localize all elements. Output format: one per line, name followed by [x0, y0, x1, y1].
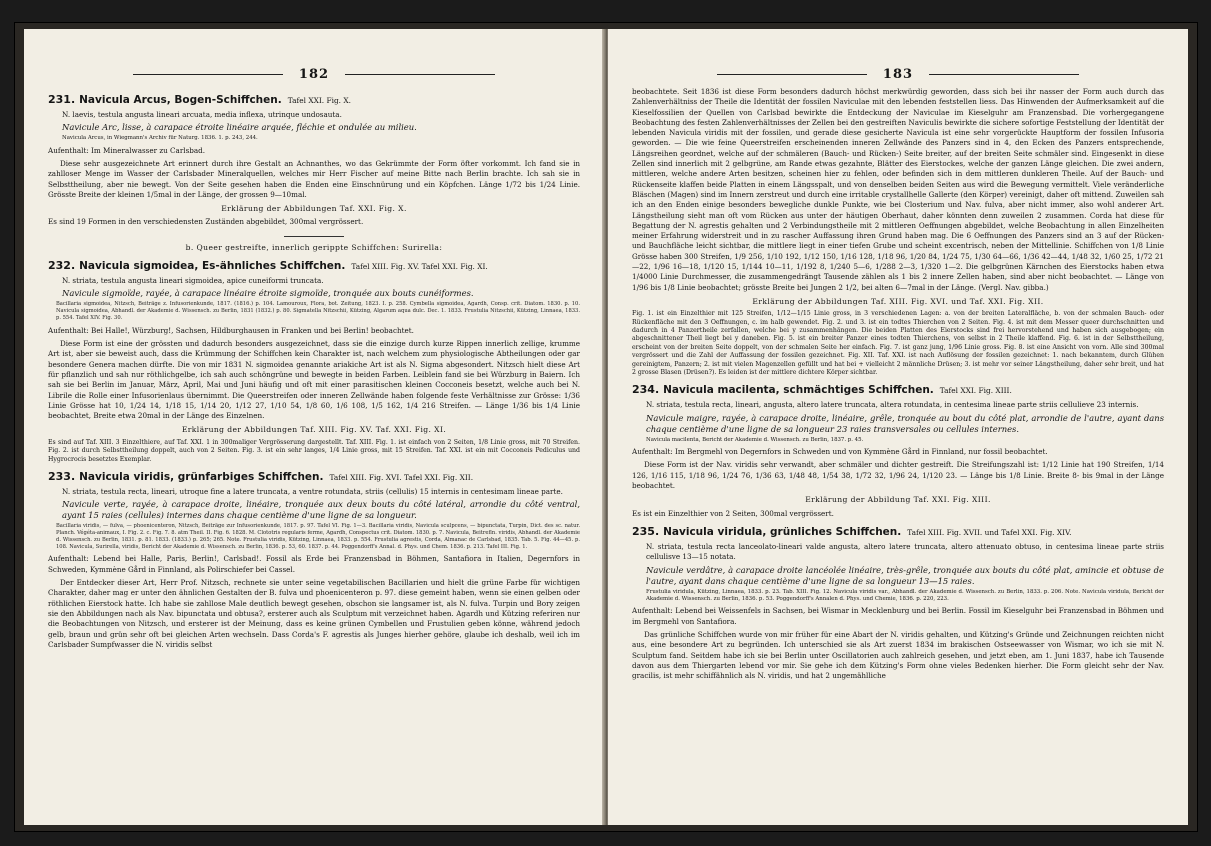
figure-caption-heading: b. Queer gestreifte, innerlich gerippte Schiffchen: Surirella:: [185, 242, 443, 252]
left-page: [24, 29, 604, 825]
species-name: Navicula viridula, grünliches Schiffchen.: [663, 525, 902, 538]
citation: Navicula macilenta, Bericht der Akademie d. Wissensch. zu Berlin, 1837. p. 45.: [646, 436, 864, 443]
paragraph: Es ist ein Einzelthier von 2 Seiten, 300mal vergrössert.: [632, 508, 834, 518]
paragraph: Der Entdecker dieser Art, Herr Prof. Nitzsch, rechnete sie unter seine vegetabilischen Bacillarien und hielt die grüne Farbe für wichtigen Charakter, daher mag er unter den ähnlichen Gestalten der B. fulva und phoenicenteron p. 97. diese gemeint haben, wenn sie einen gelben oder röthlichen Eierstock hatte. Ich habe sie zahllose Male deutlich bewegt gesehen, obschon sie langsamer ist, als N. fulva. Turpin und Bory zeigen sie den Abbildungen nach als Nav. bipunctata und obtusa?, ersterer auch als Sculptum mit verzeichnet haben. Agardh und Kützing referiren nur die Beobachtungen von Nitzsch, und ersterer ist der Meinung, dass es keine grünen Cymbellen und Frustulien geben könne, während jedoch gelb, braun und grün sehr oft bei gleichen Arten wechseln. Dass Corda's F. agrestis als Junges hierher gehöre, glaube ich deshalb, weil ich im Carlsbader Sumpfwasser die N. viridis selbst: [48, 578, 580, 649]
species-number: 235.: [632, 524, 660, 538]
paragraph: Aufenthalt: Im Mineralwasser zu Carlsbad.: [48, 145, 206, 155]
paragraph: Es sind auf Taf. XIII. 3 Einzelthiere, auf Taf. XXI. 1 in 300maliger Vergrösserung dargestellt. Taf. XIII. Fig. 1. ist einfach von 2 Seiten, 1/8 Linie gross, mit 70 Streifen. Fig. 2. ist durch Selbsttheilung doppelt, auch von 2 Seiten. Fig. 3. ist ein sehr langes, 1/4 Linie gross, mit 15 Streifen. Taf. XXI. ist ein mit Cocconeis Pediculus und Hygrocrocis besetztes Exemplar.: [48, 438, 580, 463]
paragraph: Diese Form ist der Nav. viridis sehr verwandt, aber schmäler und dichter gestreift. Die Streifungszahl ist: 1/12 Linie hat 190 Streifen, 1/14 126, 1/16 115, 1/18 96, 1/24 76, 1/36 63, 1/48 48, 1/54 38, 1/72 32, 1/96 24, 1/120 23. — Länge bis 1/8 Linie. Breite 8- bis 9mal in der Länge beobachtet.: [632, 460, 1164, 491]
species-number: 231.: [48, 93, 76, 106]
species-name: Navicula viridis, grünfarbiges Schiffchen.: [79, 470, 324, 483]
paragraph: Diese Form ist eine der grössten und dadurch besonders ausgezeichnet, dass sie die einzige durch kurze Rippen innerlich zellige, krumme Art ist, aber sie beweist auch, dass die Krümmung der Schiffchen kein Charakter ist, nach welchem zum physiologische Abtheilungen oder gar besondere Genera machen dürfte. Die von mir 1831 N. sigmoidea genannte ariakiche Art ist als N. Sigma abgesondert. Nitzsch hielt diese Art für pflanzlich und sah nur röthlichgelbe, ich sah auch schöngrüne und bewegte in beiden Farben. Leiblein fand sie bei Würzburg in Baiern. Ich sah sie bei Berlin im Januar, März, April, Mai und Juni häufig und oft mit einer parasitischen kleinen Cocconeis besetzt, welche auch bei N. Librile die Rolle einer Infusorienlaus übernimmt. Die Queerstreifen oder inneren Zellwände haben folgende feste Verhältnisse zur Grösse: 1/36 Linie Grösse hat 10, 1/24 14, 1/18 15, 1/14 20, 1/12 27, 1/10 54, 1/8 60, 1/6 108, 1/5 162, 1/4 216 Streifen. — Länge 1/36 bis 1/4 Linie beobachtet, Breite etwa 20mal in der Länge des Einzelnen.: [48, 339, 580, 421]
species-name: Navicula sigmoidea, Es-ähnliches Schiffchen.: [79, 260, 346, 273]
species-heading: [48, 470, 580, 485]
section-divider: [284, 236, 344, 237]
right-page: [608, 29, 1188, 825]
french-diagnosis: Navicule verte, rayée, à carapace droite, linéaire, tronquée aux deux bouts du côté latéral, arrondie du côté ventral, ayant 15 raies (cellules) internes dans chaque centième d'une ligne de sa longueur.: [62, 499, 580, 521]
paragraph: Aufenthalt: Im Bergmehl von Degernfors in Schweden und von Kymmène Gård in Finnland, nur fossil beobachtet.: [632, 447, 1048, 457]
right-page-text: [632, 87, 1164, 815]
species-name: Navicula macilenta, schmächtiges Schiffchen.: [663, 384, 934, 397]
latin-diagnosis: N. striata, testula recta lanceolato-lineari valde angusta, altero latere truncata, altero attenuato obtuso, in centesima lineae parte striis cellulisve 13—15 notata.: [646, 541, 1164, 562]
book-spread: [14, 22, 1198, 832]
plate-reference: Tafel XIII. Fig. XVII. und Tafel XXI. Fig. XIV.: [907, 527, 1072, 537]
plate-reference: Tafel XIII. Fig. XV. Tafel XXI. Fig. XI.: [351, 262, 488, 272]
synonymy: Bacillaria sigmoidea, Nitzsch, Beiträge z. Infusorienkunde, 1817. (1816.) p. 104. Lamouroux, Flora, bot. Zeitung, 1823. I. p. 258. Cymbella sigmoidea, Agardh, Consp. crit. Diatom. 1830. p. 10. Navicula sigmoidea, Abhandl. der Akademie d. Wissensch. zu Berlin, 1831 (1832.) p. 80. Sigmatella Nitzschii, Kützing, Algarum aqua dulc. Dec. 1. 1833. Frustulia Nitzschii, Kützing, Linnaea, 1833. p. 554. Tafel XIV. Fig. 30.: [56, 301, 580, 321]
french-diagnosis: Navicule maigre, rayée, à carapace droite, linéaire, grêle, tronquée au bout du côté plat, arrondie de l'autre, ayant dans chaque centième d'une ligne de sa longueur 23 raies transversales ou cellules internes.: [646, 412, 1164, 434]
paragraph: Es sind 19 Formen in den verschiedensten Zuständen abgebildet, 300mal vergrössert.: [48, 217, 364, 227]
paragraph: Das grünliche Schiffchen wurde von mir früher für eine Abart der N. viridis gehalten, und Kützing's Gründe und Zeichnungen reichten nicht aus, eine besondere Art zu begründen. Ich unterschied sie als Art zuerst 1834 im brakischen Ostseewasser von Wismar, wo ich sie mit N. Sculptum fand. Seitdem habe ich sie bei Berlin unter Oscillatorien auch zahlreich gesehen, und jetzt eben, am 1. Juni 1837, habe ich Tausende davon aus dem Thiergarten lebend vor mir. Sie gehe ich dem Kützing's Form ohne vieles Bedenken hierher. Die Form gleicht sehr der Nav. gracilis, ist mehr schiffähnlich als N. viridis, und hat 2 ungemählliche: [632, 629, 1164, 681]
latin-diagnosis: N. laevis, testula angusta lineari arcuata, media inflexa, utrinque undosauta.: [62, 110, 342, 119]
paragraph: beobachtete. Seit 1836 ist diese Form besonders dadurch höchst merkwürdig geworden, dass sich bei ihr nasser der Form auch durch das Zahlenverhältniss der Theile die Identität der fossilen Naviculae mit den lebenden feststellen liess. Das Hinwenden der Aufmerksamkeit auf die Kieselfossilien der Quellen von Carlsbad bewirkte die Entdeckung der Naviculae im Kieselguhr am Franzensbad. Die vorhergegangene Beobachtung des festen Zahlenverhältnisses der Zellen bei den gestreiften Naviculis bewirkte die sichere sofortige Feststellung der Identität der lebenden Navicula viridis mit der fossilen, und gerade diese gesicherte Navicula ist eine sehr vorgerückte Hauptform der fossilen Infusoria geworden. — Die wie feine Queerstreifen erscheinenden inneren Zellwände des Panzers sind in 4, den Ecken des Panzers entsprechende, Längsreihen geordnet, welche auf der schmäleren (Bauch- und Rücken-) Seite breiter, auf der breiten Seite schmäler sind. Eingesenkt in diese Zellen sind innerlich mit 2 gelbgrüne, am Rande etwas gezahnte, Blätter des Eierstockes, welche der ganzen Länge gleichen. Die zwei andern, mittleren, welche andere Arten besitzen, scheinen hier zu fehlen, oder befinden sich in dem mittleren dunkleren Theile. Auf der Bauch- und Rückenseite klaffen beide Platten in einem Längsspalt, und von denselben beiden Seiten aus wird die Bewegung vermittelt. Viele veränderliche Bläschen (Magen) sind im Innern zerstreut und durch eine irritable crystallhelle Gallerte (den Körper) vereinigt, daher oft mittend. Zuweilen sah ich an den Enden einige besonders bewegliche dunkle Punkte, wie bei Closterium und Nav. fulva, aber nicht immer, also wohl anderer Art. Längstheilung sieht man oft vom Rücken aus unter der häutigen Oberhaut, daher könnten denn zuweilen 2 zusammen. Corda hat diese für Begattung der N. agrestis gehalten und 2 Verbindungstheile mit 2 mittleren Oeffnungen abgebildet, welche Beobachtung in allen Einzelheiten meiner Erfahrung widerstreit und in zu rascher Auffassung ihren Grund haben mag. Die 6 Oeffnungen des Panzers sind an 3 auf der Rücken- und Bauchfläche leicht sichtbar, die mittlere liegt in einer tiefen Grube und scheint excentrisch, neben der Mittellinie. Schiffchen von 1/8 Linie Grösse haben 300 Streifen, 1/9 256, 1/10 192, 1/12 150, 1/16 128, 1/18 96, 1/20 84, 1/24 75, 1/30 64—66, 1/36 42—44, 1/48 32, 1/60 25, 1/72 21—22, 1/96 16—18, 1/120 15, 1/144 10—11, 1/192 8, 1/240 5—6, 1/288 2—3, 1/320 1—2. Die gelbgrünen Kärnchen des Eierstocks haben etwa 1/4000 Linie Durchmesser, die zusammengedrängt Tausende zählen als 1 bis 2 innere Zellen haben, sind aber nicht beobachtet. — Länge von 1/96 bis 1/8 Linie beobachtet; grösste Breite bei Jungen 2 1/2, bei alten 6—7mal in der Länge. (Vergl. Nav. gibba.): [632, 87, 1164, 292]
species-number: 232.: [48, 259, 76, 273]
figure-caption-heading: Erklärung der Abbildungen Taf. XIII. Fig. XVI. und Taf. XXI. Fig. XII.: [752, 296, 1044, 306]
species-name: Navicula Arcus, Bogen-Schiffchen.: [79, 94, 282, 106]
plate-reference: Tafel XXI. Fig. XIII.: [939, 386, 1012, 396]
species-heading: [48, 259, 580, 274]
paragraph: Fig. 1. ist ein Einzelthier mit 125 Streifen, 1/12—1/15 Linie gross, in 3 verschiedenen Lagen: a. von der breiten Lateralfläche, b. von der schmalen Bauch- oder Rückenfläche mit den 3 Oeffnungen, c. im halb gewendet. Fig. 2. und 3. ist ein todtes Thierchen von 2 Seiten. Fig. 4. ist mit dem Messer queer durchschnitten und dadurch in 4 Panzertheile zerfallen, welche bei y zusammenhängen. Die beiden Platten des Eierstocks sind frei hervorstehend und haben sich ausgebogen; ein abgeschnittener Theil liegt bei y daneben. Fig. 5. ist ein breiter Panzer eines todten Thierchens, von selbst in 2 Theile klaffend. Fig. 6. ist in der Selbsttheilung, erscheint von der breiten Seite doppelt, von der schmalen Seite her einfach. Fig. 7. ist ganz jung, 1/96 Linie gross. Fig. 8. ist eine Ansicht von vorn. Alle sind 300mal vergrössert und die Zahl der Auffassung der fossilen gezeichnet. Fig. XII. Taf. XXI. ist nach Auflösung der fossilen gezeichnet: 1. nach bekanntem, durch Glühen gereinigtem, Panzern; 2. ist mit vielen Magenzellen gefüllt und hat bei + vielleicht 2 männliche Drüsen; 3. ist mehr vor seiner Längstheilung, daher sehr breit, und hat 2 grosse Blasen (Drüsen?). Es leiden ist der mittlere dichtere Körper sichtbar.: [632, 310, 1164, 377]
species-heading: [632, 525, 1164, 540]
plate-reference: Tafel XXI. Fig. X.: [287, 96, 351, 105]
synonymy: Bacillaria viridis, — fulva, — phoenicenteron, Nitzsch, Beiträge zur Infusorienkunde, 1817. p. 97. Tafel VI. Fig. 1—3. Bacillaria viridis, Navicula sculpcens, — bipunctata, Turpin, Dict. des sc. natur. Planch. Végéta-animaux, I. Fig. 2. c. Fig. 7. 8. atm Theil. II. Fig. 6. 1828. M. Clototris regularis ferme, Agardh, Conspectus crit. Diatom. 1830. p. 7. Navicula, Beitrefln. viridis, Abhandl. der Akademie d. Wissensch. zu Berlin, 1831. p. 81. 1833. (1833.) p. 265; 265. Note. Frustulia viridis, Kützing, Linnaea, 1833. p. 554. Frustulia agrestis, Corda, Almanac de Carlsbad, 1835. Tab. 5. Fig. 44—45. p. 108. Navicula, Surirella, viridis, Bericht der Akademie d. Wissensch. zu Berlin, 1836. p. 53, 60. 1837. p. 44. Poggendorff's Annal. d. Phys. und Chem. 1836. p. 213. Tafel III. Fig. 1.: [56, 523, 580, 550]
figure-caption-heading: Erklärung der Abbildungen Taf. XXI. Fig. X.: [221, 204, 407, 214]
french-diagnosis: Navicule sigmoïde, rayée, à carapace linéaire étroite sigmoïde, tronquée aux bouts cunéiformes.: [62, 288, 474, 299]
citation: Navicula Arcus, in Wiegmann's Archiv für Naturg. 1836. 1. p. 243, 244.: [62, 135, 258, 142]
right-page-number: 183: [608, 67, 1188, 82]
plate-reference: Tafel XIII. Fig. XVI. Tafel XXI. Fig. XII.: [329, 472, 474, 482]
figure-caption-heading: Erklärung der Abbildungen Taf. XIII. Fig. XV. Taf. XXI. Fig. XI.: [181, 425, 447, 435]
citation: Frustulia viridula, Kützing, Linnaea, 1833. p. 23. Tab. XIII. Fig. 12. Navicula viridis var., Abhandl. der Akademie d. Wissensch. zu Berlin, 1833. p. 206. Note. Navicula viridula, Bericht der Akademie d. Wissensch. zu Berlin, 1836. p. 53. Poggendorff's Annalen d. Phys. und Chemie, 1836. p. 220, 223.: [646, 588, 1164, 602]
left-page-text: [48, 87, 580, 815]
paragraph: Aufenthalt: Bei Halle!, Würzburg!, Sachsen, Hildburghausen in Franken und bei Berlin! beobachtet.: [48, 325, 414, 335]
latin-diagnosis: N. striata, testula recta, lineari, utroque fine a latere truncata, a ventre rotundata, striis (cellulis) 15 internis in centesimam lineae parte.: [62, 486, 563, 496]
latin-diagnosis: N. striata, testula angusta lineari sigmoidea, apice cuneiformi truncata.: [62, 276, 324, 286]
latin-diagnosis: N. striata, testula recta, lineari, angusta, altero latere truncata, altera rotundata, in centesima lineae parte striis cellulieve 23 internis.: [646, 400, 1139, 410]
figure-caption-heading: Erklärung der Abbildung Taf. XXI. Fig. XIII.: [805, 495, 991, 505]
left-page-number: 182: [24, 67, 604, 82]
species-heading: [632, 383, 1164, 398]
species-number: 234.: [632, 383, 660, 397]
french-diagnosis: Navicule verdâtre, à carapace droite lancéolée linéaire, très-grêle, tronquée aux bouts du côté plat, amincie et obtuse de l'autre, ayant dans chaque centième d'une ligne de sa longueur 13—15 raies.: [646, 564, 1164, 586]
species-heading: [48, 93, 580, 108]
paragraph: Aufenthalt: Lebend bei Halle, Paris, Berlin!, Carlsbad!. Fossil als Erde bei Franzensbad in Böhmen, Santafiora in Italien, Degernfors in Schweden, Kymmène Gård in Finnland, als Polirschiefer bei Cassel.: [48, 554, 580, 574]
species-number: 233.: [48, 469, 76, 483]
paragraph: Diese sehr ausgezeichnete Art erinnert durch ihre Gestalt an Achnanthes, wo das Gekrümmte der Form öfter vorkommt. Ich fand sie in zahlloser Menge im Wasser der Carlsbader Mineralquellen, welches mir Herr Fischer auf meine Bitte nach Berlin brachte. Ich sah sie in Selbsttheilung, aber nie bewegt. Von der Seite gesehen haben die Enden eine Einschnürung und ein Köpfchen. Länge 1/72 bis 1/24 Linie. Grösste Breite der kleinen 1/5mal in der Länge, der grossen 9—10mal.: [48, 159, 580, 199]
french-diagnosis: Navicule Arc, lisse, à carapace étroite linéaire arquée, fléchie et ondulée au milieu.: [62, 122, 417, 133]
paragraph: Aufenthalt: Lebend bei Weissenfels in Sachsen, bei Wismar in Mecklenburg und bei Berlin. Fossil im Kieselguhr bei Franzensbad in Böhmen und im Bergmehl von Santafiora.: [632, 606, 1164, 626]
